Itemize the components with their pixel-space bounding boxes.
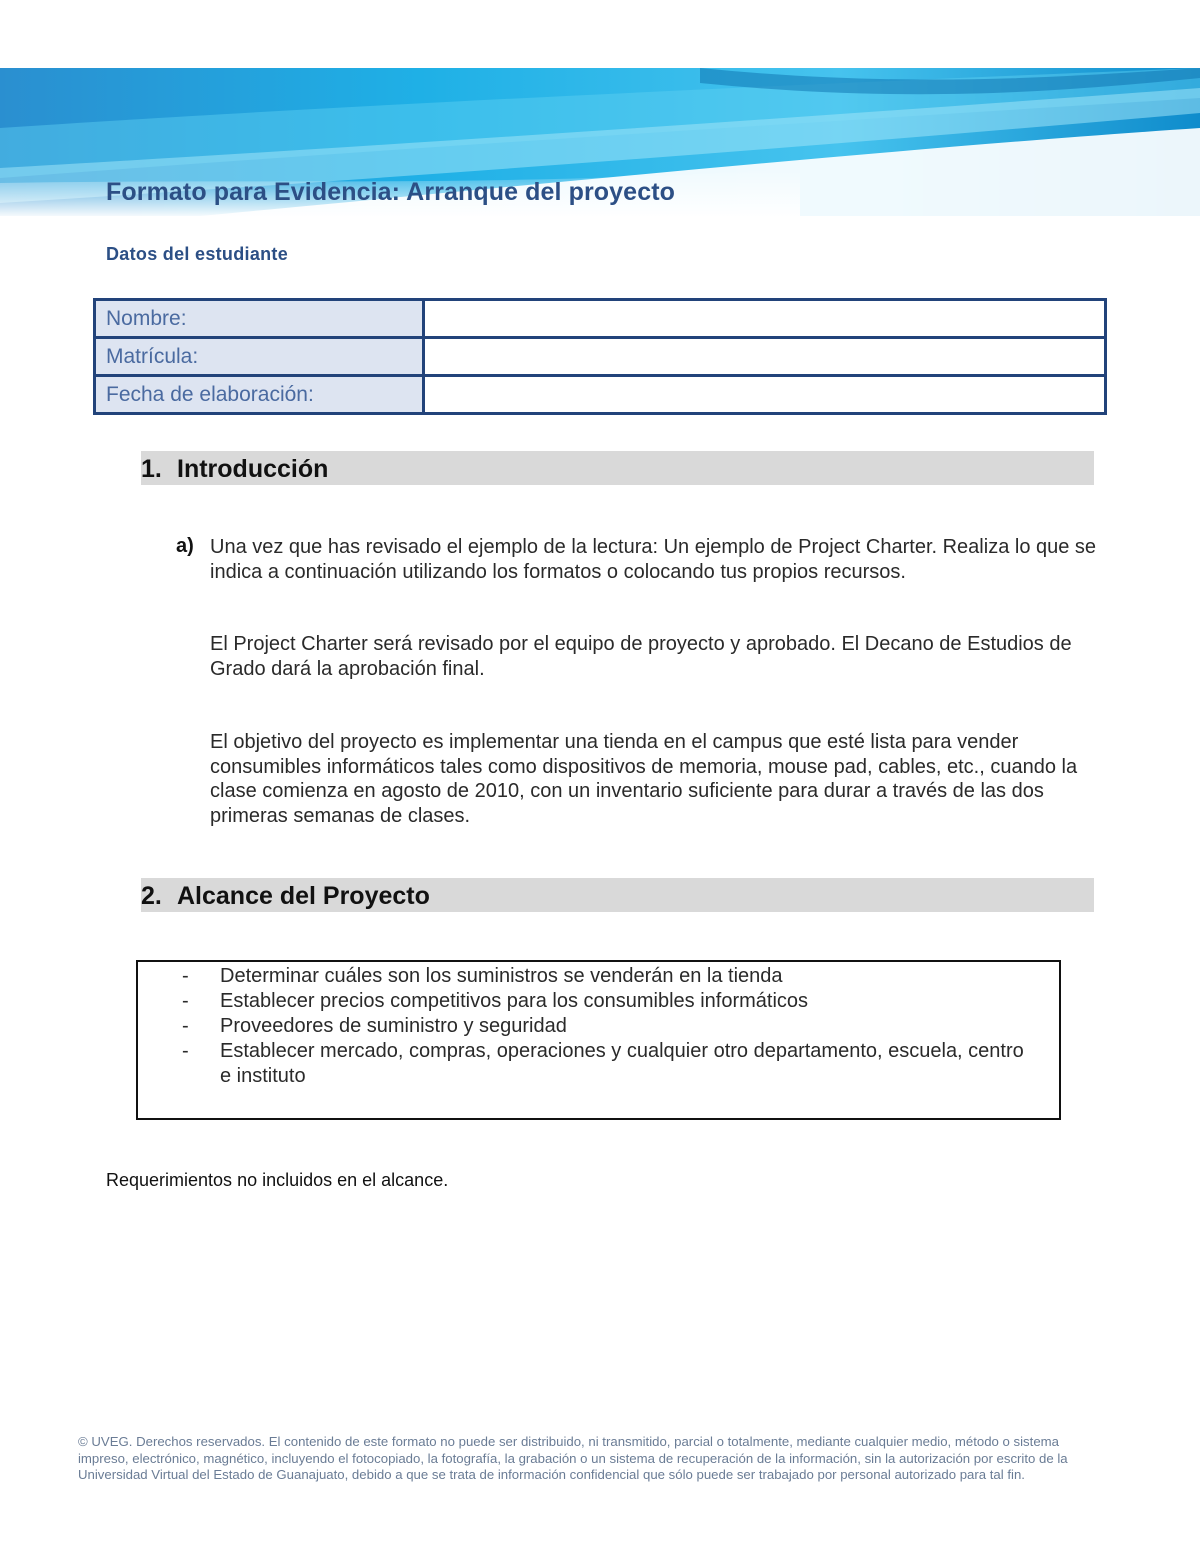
enrollment-field[interactable]: [424, 338, 1106, 376]
section-title: Introducción: [177, 455, 329, 483]
list-item: [138, 1014, 1038, 1039]
document-title: Formato para Evidencia: Arranque del proyecto: [106, 178, 675, 206]
section-number: 2.: [141, 882, 162, 910]
bullet-dash: -: [182, 1015, 189, 1037]
scope-box: [136, 960, 1061, 1120]
bullet-dash: -: [182, 990, 189, 1012]
list-marker: a): [176, 535, 194, 557]
section-heading-scope: [141, 878, 1094, 912]
bullet-dash: -: [182, 1040, 189, 1062]
out-of-scope-note: Requerimientos no incluidos en el alcance.: [106, 1170, 449, 1190]
intro-paragraph: Una vez que has revisado el ejemplo de la lectura: Un ejemplo de Project Charter. Realiza lo que se indica a continuación utilizando los formatos o colocando tus propios recursos.: [210, 536, 1097, 583]
table-row: [95, 338, 1106, 376]
date-field[interactable]: [424, 376, 1106, 414]
student-data-heading: Datos del estudiante: [106, 244, 289, 264]
list-item: [138, 964, 1038, 989]
intro-paragraph: El Project Charter será revisado por el equipo de proyecto y aprobado. El Decano de Estudios de Grado dará la aprobación final.: [210, 633, 1072, 680]
list-item: [138, 989, 1038, 1014]
name-field[interactable]: [424, 300, 1106, 338]
name-label: Nombre:: [95, 300, 424, 338]
bullet-dash: -: [182, 965, 189, 987]
scope-list: [138, 964, 1038, 1089]
list-item-text: Establecer mercado, compras, operaciones y cualquier otro departamento, escuela, centro e instituto: [220, 1040, 1024, 1087]
section-heading-introduction: [141, 451, 1094, 485]
copyright-footer: © UVEG. Derechos reservados. El contenido de este formato no puede ser distribuido, ni transmitido, parcial o totalmente, mediante cualquier medio, método o sistema impreso, electrónico, magnético, incluyendo el fotocopiado, la fotografía, la grabación o un sistema de recuperación de la información, sin la autorización por escrito de la Universidad Virtual del Estado de Guanajuato, debido a que se trata de información confidencial que sólo puede ser trabajado por personal autorizado para tal fin.: [78, 1434, 1068, 1482]
section-title: Alcance del Proyecto: [177, 882, 430, 910]
table-row: [95, 300, 1106, 338]
table-row: [95, 376, 1106, 414]
list-item-text: Determinar cuáles son los suministros se venderán en la tienda: [220, 965, 783, 987]
section-number: 1.: [141, 455, 162, 483]
intro-paragraph: El objetivo del proyecto es implementar una tienda en el campus que esté lista para vender consumibles informáticos tales como dispositivos de memoria, mouse pad, cables, etc., cuando la clase comienza en agosto de 2010, con un inventario suficiente para durar a través de las dos primeras semanas de clases.: [210, 731, 1078, 827]
date-label: Fecha de elaboración:: [95, 376, 424, 414]
list-item-text: Proveedores de suministro y seguridad: [220, 1015, 567, 1037]
student-data-table: [93, 298, 1107, 415]
list-item-text: Establecer precios competitivos para los consumibles informáticos: [220, 990, 809, 1012]
list-item: [138, 1039, 1038, 1089]
enrollment-label: Matrícula:: [95, 338, 424, 376]
